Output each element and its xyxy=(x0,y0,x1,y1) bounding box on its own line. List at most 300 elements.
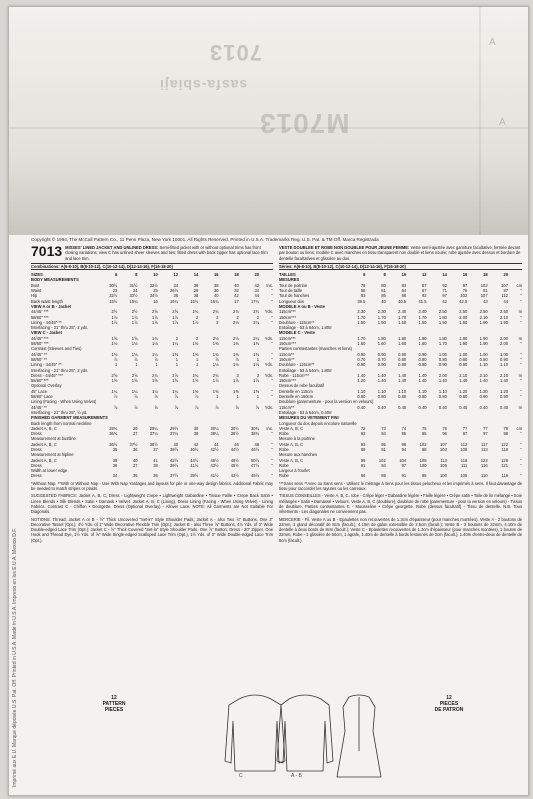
cell-value: 0.80 xyxy=(418,394,427,400)
cell-value: 2.00 xyxy=(500,341,508,347)
cell-value: 40 xyxy=(234,282,239,288)
size-value: 18 xyxy=(483,272,488,278)
row-label: 58/60" *** xyxy=(31,341,49,347)
unit: " xyxy=(520,388,522,394)
cell-value: 1.50 xyxy=(438,319,447,325)
cell-value: 1.40 xyxy=(398,378,407,384)
cell-value: 2½ xyxy=(111,309,118,315)
cell-value: 89 xyxy=(360,446,366,452)
unit: " xyxy=(271,378,273,384)
cell-value: 105 xyxy=(440,462,447,468)
cell-value: 1.70 xyxy=(357,335,366,341)
cell-value: 0.90 xyxy=(377,362,386,368)
row-label: Optional Overlay xyxy=(31,383,62,389)
cell-value: 0.40 xyxy=(500,404,508,410)
cell-value: 0.80 xyxy=(377,394,386,400)
row-label: Back waist length xyxy=(31,298,63,304)
cell-value: 1⅜ xyxy=(172,351,178,357)
cell-value: 1¼ xyxy=(131,388,138,394)
row-label: Robe xyxy=(279,473,289,479)
cell-value: 1.00 xyxy=(479,351,488,357)
cell-value: 1⅞ xyxy=(212,378,219,384)
cell-value: 29½ xyxy=(170,425,178,431)
cell-value: 36 xyxy=(132,446,138,452)
cell-value: 36 xyxy=(173,293,178,299)
unit: " xyxy=(271,388,273,394)
row-label: Veste A, B, C xyxy=(279,425,304,431)
table-row xyxy=(279,431,522,436)
row-label: Tour de taille xyxy=(279,288,303,294)
cell-value: 40 xyxy=(381,298,386,304)
cell-value: 0.90 xyxy=(357,351,366,357)
cell-value: 43½ xyxy=(210,462,219,468)
cell-value: 94 xyxy=(381,431,386,437)
cell-value: 1.10 xyxy=(438,388,447,394)
row-label: Back length from normal neckline xyxy=(31,420,92,426)
row-label: Jacket A, B, C xyxy=(31,457,57,463)
cell-value: 76 xyxy=(442,425,447,431)
cell-value: 0.90 xyxy=(377,351,386,357)
cell-value: 2.10 xyxy=(459,372,468,378)
cell-value: 30½ xyxy=(230,425,239,431)
cell-value: 118 xyxy=(460,457,468,463)
cell-value: 1 xyxy=(135,362,138,368)
cell-value: 1 xyxy=(195,362,199,368)
cell-value: 98 xyxy=(421,446,427,452)
cell-value: 2.30 xyxy=(357,309,366,315)
row-label: Doublure - 115cm** xyxy=(279,362,315,368)
cell-value: 40.5 xyxy=(398,298,407,304)
cell-value: 39½ xyxy=(170,462,178,468)
cell-value: 116 xyxy=(501,473,508,479)
cell-value: 92 xyxy=(421,293,427,299)
cell-value: 1⅞ xyxy=(152,319,158,325)
cell-value: 1⅜ xyxy=(253,388,259,394)
cell-value: 1⅛ xyxy=(253,362,259,368)
cell-value: 30¼ xyxy=(210,425,219,431)
cell-value: 1 xyxy=(175,356,178,362)
cell-value: 0.90 xyxy=(418,362,427,368)
cell-value: 1⅞ xyxy=(152,314,158,320)
cell-value: 2.40 xyxy=(398,309,407,315)
section-header: BODY MEASUREMENTS xyxy=(31,277,79,283)
cell-value: 41.5 xyxy=(418,298,427,304)
unit: Ins. xyxy=(266,425,273,431)
cell-value: 108 xyxy=(419,457,427,463)
cell-value: 37 xyxy=(132,462,138,468)
table-row xyxy=(31,463,273,468)
unit: " xyxy=(271,293,273,299)
cell-value: 1.80 xyxy=(377,335,386,341)
cell-value: 0.90 xyxy=(357,362,366,368)
cell-value: 44½ xyxy=(190,457,199,463)
cell-value: 17 xyxy=(234,298,239,304)
cell-value: 42½ xyxy=(170,457,178,463)
cell-value: 83 xyxy=(401,282,407,288)
cell-value: 113 xyxy=(440,457,447,463)
cell-value: 2 xyxy=(195,335,199,341)
cell-value: 0.80 xyxy=(438,356,447,362)
cell-value: 1⅞ xyxy=(111,319,118,325)
cell-value: ⅞ xyxy=(255,404,259,410)
cell-value: 1⅜ xyxy=(233,351,239,357)
cell-value: 107 xyxy=(501,282,508,288)
unit: cm xyxy=(516,282,522,288)
cell-value: 1.40 xyxy=(479,378,488,384)
cell-value: 93 xyxy=(360,441,366,447)
show-through-text: sasfa-sbiaji xyxy=(159,77,248,93)
pattern-info-panel xyxy=(9,235,528,795)
cell-value: 1.40 xyxy=(357,372,366,378)
unit: " xyxy=(520,298,522,304)
row-label: Jacket A, B, C xyxy=(31,441,57,447)
row-label: Dress - 44/45" *** xyxy=(31,372,63,378)
row-label: Width at lower edge xyxy=(31,468,68,474)
cell-value: 40 xyxy=(132,457,138,463)
size-value: 6 xyxy=(363,272,366,278)
unit: " xyxy=(271,288,273,294)
cell-value: 1⅞ xyxy=(172,314,178,320)
cell-value: 1.40 xyxy=(377,372,386,378)
section-header: MESURES DU VETEMENT FINI xyxy=(279,415,339,421)
cell-value: 78 xyxy=(503,425,508,431)
unit: " xyxy=(520,441,522,447)
cell-value: 2⅛ xyxy=(253,319,259,325)
cell-value: 1¼ xyxy=(152,351,158,357)
cell-value: 28 xyxy=(193,288,199,294)
cell-value: 2⅞ xyxy=(172,372,178,378)
cell-value: 0.90 xyxy=(418,351,427,357)
cell-value: 0.80 xyxy=(398,394,407,400)
pattern-pieces-count-fr: 12 PIECES DE PATRON xyxy=(434,695,464,713)
row-label: Waist xyxy=(31,288,42,294)
cell-value: 0.40 xyxy=(438,404,447,410)
cell-value: 1.10 xyxy=(357,388,366,394)
cell-value: 116 xyxy=(481,462,488,468)
cell-value: 38 xyxy=(153,462,158,468)
cell-value: 97 xyxy=(462,282,468,288)
suggested-fabrics: SUGGESTED FABRICS: Jacket A, B, C, Dress - Lightweight Crepe • Lightweight Gabardine • Tissue Faille • Crepe Back Satin • Linen Blends • Silk Blends • Satin • Damask • Velvet. Jacket A, B, C (Lining), Dress Lining (Facing - When Using Velvet) - Lining Fabrics. Contrast C - Chiffon • Georgette. Dress (Optional Overlay) - Allover Lace. NOTE: All Garments are Not Suitable For Diagonals. xyxy=(31,493,273,515)
row-label: Lining (Facing - When Using Velvet) xyxy=(31,399,97,405)
section-header: MODELE C - Veste xyxy=(279,330,315,336)
cell-value: 15½ xyxy=(109,298,118,304)
cell-value: 40 xyxy=(173,441,178,447)
row-label: 115cm** xyxy=(279,404,295,410)
cell-value: 44 xyxy=(503,298,508,304)
cell-value: 1⅛ xyxy=(233,362,239,368)
cell-value: 0.80 xyxy=(398,356,407,362)
cell-value: 42½ xyxy=(210,446,219,452)
cell-value: 96 xyxy=(442,431,447,437)
cell-value: 97 xyxy=(442,293,447,299)
pattern-title: MISSES' LINED JACKET AND UNLINED DRESS: xyxy=(65,245,159,250)
cell-value: 2⅛ xyxy=(233,335,239,341)
cell-value: 26½ xyxy=(170,288,178,294)
cell-value: 1.90 xyxy=(479,319,488,325)
size-value: 8 xyxy=(135,272,138,278)
row-label: 150cm*** xyxy=(279,378,297,384)
cell-value: 1.50 xyxy=(357,319,366,325)
row-label: Dress xyxy=(31,446,42,452)
cell-value: 42 xyxy=(234,293,239,299)
cell-value: 73 xyxy=(381,425,386,431)
cell-value: 102 xyxy=(460,293,468,299)
cell-value: 95 xyxy=(421,431,427,437)
cell-value: 1 xyxy=(155,362,158,368)
cell-value: 2.50 xyxy=(438,309,447,315)
cell-value: 44½ xyxy=(230,446,239,452)
cell-value: 1.60 xyxy=(418,341,427,347)
unit: " xyxy=(271,298,273,304)
cell-value: 98 xyxy=(401,441,407,447)
cell-value: 1.80 xyxy=(418,335,427,341)
cell-value: 37½ xyxy=(170,473,178,479)
unit: cm xyxy=(516,425,522,431)
cell-value: 1¼ xyxy=(111,388,118,394)
cell-value: ⅞ xyxy=(194,404,199,410)
cell-value: 40 xyxy=(213,293,219,299)
cell-value: 1.90 xyxy=(459,335,468,341)
cell-value: 1.60 xyxy=(398,341,407,347)
cell-value: 1.20 xyxy=(459,388,468,394)
cell-value: 1.90 xyxy=(500,319,508,325)
row-label: 58/60" *** xyxy=(31,378,49,384)
cell-value: 32½ xyxy=(149,282,158,288)
cell-value: 36 xyxy=(153,473,158,479)
table-row xyxy=(279,463,522,468)
row-label: Lining - 44/45" ** xyxy=(31,319,62,325)
unit: " xyxy=(271,351,273,357)
cell-value: 1⅞ xyxy=(253,378,259,384)
row-label: 45" Lace xyxy=(31,388,48,394)
cell-value: 74 xyxy=(401,425,407,431)
cell-value: 30 xyxy=(213,288,219,294)
cell-value: 1.70 xyxy=(398,314,407,320)
cell-value: 16½ xyxy=(190,298,199,304)
cell-value: 1⅛ xyxy=(131,351,138,357)
cell-value: 1 xyxy=(216,394,219,400)
cell-value: 2⅝ xyxy=(172,309,178,315)
cell-value: 122 xyxy=(501,441,508,447)
unit: " xyxy=(520,394,522,400)
row-label: Measurement at bustline xyxy=(31,436,76,442)
cell-value: 1⅜ xyxy=(253,341,259,347)
unit: " xyxy=(520,457,522,463)
row-label: Interfacing - 21" thru 25", 2 yds. xyxy=(31,367,89,373)
cell-value: 1.10 xyxy=(398,388,407,394)
cell-value: 0.70 xyxy=(377,356,386,362)
cell-value: 98 xyxy=(503,431,508,437)
cell-value: 1⅜ xyxy=(212,351,219,357)
cell-value: 112 xyxy=(460,441,468,447)
row-label: Entoilage - 53 à 64cm, 1.80m xyxy=(279,325,333,331)
row-label: Dentelle en 115cm xyxy=(279,388,313,394)
unit: " xyxy=(271,314,273,320)
cell-value: 2⅝ xyxy=(111,372,118,378)
cell-value: 83 xyxy=(360,293,366,299)
size-value: 14 xyxy=(442,272,447,278)
cell-value: 38 xyxy=(193,431,199,437)
unit: m xyxy=(518,335,522,341)
row-label: Robe xyxy=(279,431,289,437)
cell-value: 36 xyxy=(193,282,199,288)
unit: " xyxy=(271,457,273,463)
cell-value: 128 xyxy=(501,457,508,463)
cell-value: 0.40 xyxy=(357,404,366,410)
jacket-back-sketch xyxy=(277,695,333,771)
size-value: 10 xyxy=(401,272,407,278)
cell-value: 1.40 xyxy=(418,378,427,384)
cell-value: 33½ xyxy=(129,293,138,299)
cell-value: 1⅛ xyxy=(111,351,118,357)
row-label: Longueur du dos depuis encolure naturelle xyxy=(279,420,357,426)
cell-value: 76 xyxy=(462,288,468,294)
cell-value: 1⅝ xyxy=(152,378,158,384)
cell-value: 2.50 xyxy=(459,309,468,315)
cell-value: 1⅝ xyxy=(131,335,138,341)
cell-value: 95 xyxy=(401,431,407,437)
cell-value: 1¼ xyxy=(172,388,178,394)
sizes-row: SIZES 6 8 10 12 14 16 18 20 xyxy=(31,272,259,278)
cell-value: 1⅜ xyxy=(233,341,239,347)
cell-value: 107 xyxy=(440,441,447,447)
cell-value: 0.90 xyxy=(438,362,447,368)
cell-value: 1.80 xyxy=(438,335,447,341)
cell-value: 2.10 xyxy=(479,372,488,378)
cell-value: 0.90 xyxy=(398,351,407,357)
cell-value: 2⅛ xyxy=(233,319,239,325)
cell-value: 1.70 xyxy=(438,341,447,347)
row-label: 115cm*** xyxy=(279,309,296,315)
cell-value: 99 xyxy=(360,457,366,463)
cell-value: 44 xyxy=(254,293,259,299)
cell-value: 71 xyxy=(442,288,447,294)
cell-value: 2 xyxy=(216,319,219,325)
unit: Yds. xyxy=(264,335,273,341)
row-label: 115cm** xyxy=(279,351,295,357)
french-description: Veste semi-ajustée avec garniture facultative, fermée devant par bouton ou liens; modèle C avec manches en tissu transparent non doublé et liens nouée; robe ajustée avec dessus et bordure de dentelle facultatives et glissière au dos. xyxy=(279,245,521,261)
unit: Yds. xyxy=(264,404,273,410)
cell-value: 29 xyxy=(132,425,138,431)
cell-value: 1.90 xyxy=(479,341,488,347)
cell-value: 2¾ xyxy=(212,309,219,315)
cell-value: 1.90 xyxy=(479,335,488,341)
cell-value: 2.10 xyxy=(500,314,508,320)
unit: " xyxy=(271,441,273,447)
cell-value: 1¼ xyxy=(152,341,158,347)
row-label: Dentelle en 150cm xyxy=(279,394,314,400)
row-label: 58/60" Lace xyxy=(31,394,53,400)
cell-value: ⅞ xyxy=(154,394,158,400)
table-row xyxy=(31,378,273,383)
cell-value: 1.40 xyxy=(459,378,468,384)
cell-value: 45½ xyxy=(251,473,259,479)
mercerie: MERCERIE - Fil. Veste A ou B - Epaulettes non recouvertes de 1.3cm d'épaisseur (pour manches montées). Veste A - 2 boutons de 22mm, 1 gland décoratif de 8cm (facult.), 4.10m de galon extensible de 2.5cm (facult.); Veste B - 3 boutons de 22mm, 4.10m de dentelle à deux bords de 8cm (facult.); Veste C - Epaulettes recouvertes de 1.3cm d'épaisseur (pour manches montées), 1 bouton de 22mm; Robe - 1 glissière de 50cm, 1 agrafe, 1.40m de dentelle à bords festonnés de 2cm (facult.), 1.40m d'entre-deux de dentelle de 8cm (facult.). xyxy=(279,516,522,543)
cell-value: 1⅞ xyxy=(131,319,138,325)
cell-value: 97 xyxy=(401,462,407,468)
row-label: Dessus de robe facultatif xyxy=(279,383,325,389)
cell-value: 108 xyxy=(460,446,468,452)
cell-value: 1.40 xyxy=(418,372,427,378)
unit: " xyxy=(520,462,522,468)
cell-value: 0.40 xyxy=(459,404,468,410)
row-label: Interfacing - 21" thru 25", ½ yd. xyxy=(31,409,88,415)
cell-value: 2⅝ xyxy=(152,309,158,315)
size-value: 18 xyxy=(234,272,239,278)
row-label: 150cm*** xyxy=(279,314,297,320)
cell-value: 72 xyxy=(360,425,366,431)
copyright-line: Copyright © 1994, The McCall Pattern Co., 11 Penn Plaza, New York 10001. All Rights Reserved. Printed in U.S.A. Trademarks Reg. U.S. Pat. & TM Off. Marca Registrada xyxy=(31,237,379,242)
cell-value: 2.10 xyxy=(500,372,508,378)
envelope-flap xyxy=(9,7,528,235)
tissus-conseilles: TISSUS CONSEILLES - Veste A, B, C, robe - Crêpe léger • Gabardine légère • Faille légère • Crêpe satin • Toile de lin mélangé • Soie mélangée • Satin • Damassé • Velours. Veste A, B, C (doublure), doublure de robe (parementure - pour la version en velours) - Tissus de doublure. Parties contrastantes C - Mousseline • Crêpe georgette. Robe (dessus facultatif) - Tissu de dentelle. N.B. Tous vêtements - Les diagonales ne conviennent pas. xyxy=(279,493,522,515)
cell-value: 107 xyxy=(480,293,488,299)
cell-value: 1.00 xyxy=(500,351,508,357)
cell-value: 3 xyxy=(236,372,239,378)
row-label: Robe - 115cm*** xyxy=(279,372,310,378)
cell-value: 1⅜ xyxy=(192,341,199,347)
nap-note: ***Sans sens **Avec ou Sans sens - Utilisez le métrage à sens pour les tissus pelucheux et les imprimés à sens. Il faut davantage de tissu pour raccorder les rayures ou les carreaux. xyxy=(279,480,522,492)
notions: NOTIONS: Thread; Jacket A or B - ½" Thick Uncovered "Set-in" Style Shoulder Pads; Jacket A - also Two ⅞" Buttons, One 3" Decorative Tassel (Opt.), 4½ Yds. of 1" Wide Decorative Flexible Trim (Opt.); Jacket B - also Three ⅞" Buttons, 4½ Yds. of 3" Wide Double-edged Lace Trim (Opt.); Jacket C - ½" Thick Covered "Set-in" Style Shoulder Pads, One ⅞" Button; Dress - 20" Zipper, One Hook and Thread Eye, 1½ Yds. of ⅞" Wide Single-edged Scalloped Lace Trim (Opt.), 1½ Yds. of 3" Wide Double-edged Lace Trim (Opt.). xyxy=(31,516,273,543)
cell-value: 0.90 xyxy=(479,394,488,400)
cell-value: 1.60 xyxy=(377,341,386,347)
section-header: MODELE A ou B - Veste xyxy=(279,303,325,309)
size-value: 14 xyxy=(193,272,199,278)
stamp: A xyxy=(489,37,496,48)
row-label: Mesure aux hanches xyxy=(279,452,318,458)
cell-value: ⅞ xyxy=(113,394,118,400)
unit: Ins. xyxy=(266,282,273,288)
cell-value: 87 xyxy=(503,288,508,294)
cell-value: 112 xyxy=(501,293,508,299)
cell-value: 32½ xyxy=(109,293,118,299)
cell-value: 38½ xyxy=(149,441,158,447)
cell-value: 39.5 xyxy=(357,298,366,304)
cell-value: ⅞ xyxy=(174,394,178,400)
row-label: 44/45" *** xyxy=(31,335,49,341)
side-print-text: Imprimé aux E.U. Marque déposée U.S. Pat. Off. Printed in U.S.A. Made in U.S.A. Impreso en los E.U.A. Mexico D.F. xyxy=(12,527,18,787)
flap-shadow xyxy=(9,157,528,237)
size-value: 8 xyxy=(383,272,386,278)
cell-value: 64 xyxy=(401,288,407,294)
cell-value: ⅞ xyxy=(154,404,158,410)
cell-value: 46 xyxy=(234,441,239,447)
cell-value: 43 xyxy=(483,298,488,304)
cell-value: 87 xyxy=(421,282,427,288)
unit: " xyxy=(271,446,273,452)
cell-value: 38¼ xyxy=(210,431,219,437)
cell-value: 1.10 xyxy=(479,362,488,368)
cell-value: 1 xyxy=(256,394,259,400)
row-label: 150cm*** xyxy=(279,341,297,347)
cell-value: 2.00 xyxy=(459,314,468,320)
cell-value: 1 xyxy=(175,362,178,368)
size-value: 20 xyxy=(503,272,508,278)
cell-value: ⅞ xyxy=(174,404,178,410)
cell-value: 50½ xyxy=(251,457,259,463)
cell-value: 2.30 xyxy=(377,309,386,315)
cell-value: 16¾ xyxy=(210,298,219,304)
cell-value: 38½ xyxy=(170,446,178,452)
cell-value: 102 xyxy=(480,282,488,288)
cell-value: ⅞ xyxy=(235,404,239,410)
cell-value: 36½ xyxy=(109,441,118,447)
cell-value: 1⅛ xyxy=(131,341,138,347)
garment-back-views xyxy=(219,691,399,779)
row-label: Doublure - 115cm** xyxy=(279,319,315,325)
unit: " xyxy=(271,319,273,325)
section-header: MESURES xyxy=(279,277,300,283)
